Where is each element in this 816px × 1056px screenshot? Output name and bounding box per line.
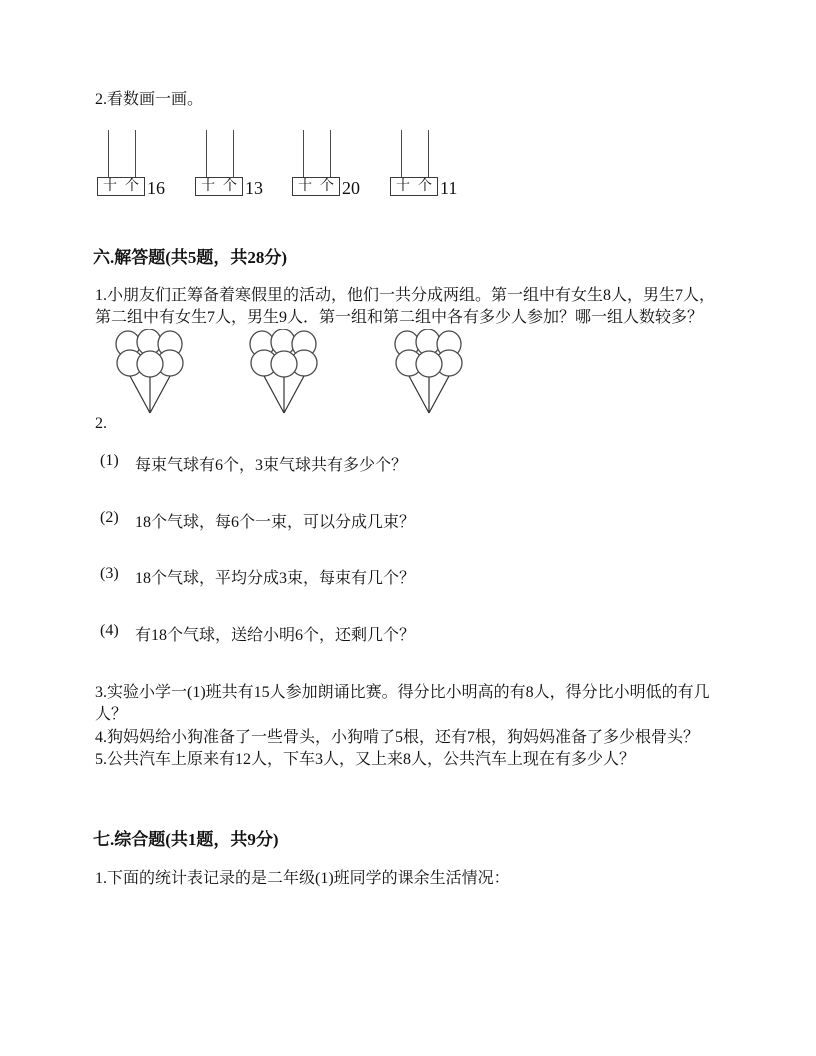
question-3-line-1: 3.实验小学一(1)班共有15人参加朗诵比赛。得分比小明高的有8人，得分比小明低的有几 <box>95 684 710 701</box>
sub-question-1 <box>100 452 407 475</box>
sub-question-marker: (1) <box>100 452 119 469</box>
question-1 <box>95 285 735 328</box>
sub-question-2 <box>100 509 415 532</box>
ones-rod-line <box>233 130 234 178</box>
place-value-diagram <box>195 130 270 196</box>
question-4: 4.狗妈妈给小狗准备了一些骨头，小狗啃了5根，还有7根，狗妈妈准备了多少根骨头？ <box>95 729 700 746</box>
place-value-box <box>292 177 340 196</box>
question-3 <box>95 682 735 725</box>
question-3-line-2: 人？ <box>95 705 128 723</box>
sub-question-3 <box>100 565 415 588</box>
tens-rod-line <box>108 130 109 178</box>
ones-label: 个 <box>320 179 334 194</box>
sub-question-marker: (3) <box>100 565 119 582</box>
section-seven-question-1: 1.下面的统计表记录的是二年级(1)班同学的课余生活情况： <box>95 870 510 887</box>
ones-rod-line <box>428 130 429 178</box>
section-seven-title: 七.综合题(共1题，共9分) <box>93 830 279 849</box>
tens-label: 十 <box>396 179 410 194</box>
ones-rod-line <box>135 130 136 178</box>
sub-question-text: 有18个气球，送给小明6个，还剩几个？ <box>135 627 416 644</box>
question-1-line-2: 第二组中有女生7人，男生9人．第一组和第二组中各有多少人参加？哪一组人数较多？ <box>95 308 704 326</box>
ones-label: 个 <box>125 179 139 194</box>
tens-rod-line <box>401 130 402 178</box>
place-value-diagram <box>390 130 465 196</box>
tens-label: 十 <box>103 179 117 194</box>
target-number: 13 <box>245 178 263 198</box>
sub-question-text: 18个气球，每6个一束，可以分成几束？ <box>135 514 416 531</box>
ones-rod-line <box>330 130 331 178</box>
draw-question-label: 2.看数画一画。 <box>95 91 204 108</box>
ones-label: 个 <box>418 179 432 194</box>
question-1-line-1: 1.小朋友们正筹备着寒假里的活动，他们一共分成两组。第一组中有女生8人，男生7人， <box>95 287 716 304</box>
place-value-diagram <box>292 130 367 196</box>
sub-question-text: 每束气球有6个，3束气球共有多少个？ <box>135 457 408 474</box>
question-2-label: 2. <box>95 415 107 432</box>
target-number: 20 <box>342 178 360 198</box>
section-six-title: 六.解答题(共5题，共28分) <box>93 248 288 267</box>
sub-question-4 <box>100 622 415 645</box>
target-number: 11 <box>440 178 458 198</box>
balloon-bunch-graphic <box>241 329 325 415</box>
target-number: 16 <box>147 178 165 198</box>
tens-label: 十 <box>201 179 215 194</box>
balloon-bunch-graphic <box>386 329 470 415</box>
sub-question-marker: (2) <box>100 509 119 526</box>
sub-question-marker: (4) <box>100 622 119 639</box>
place-value-box <box>390 177 438 196</box>
place-value-diagram <box>97 130 172 196</box>
tens-rod-line <box>303 130 304 178</box>
balloon-bunch-graphic <box>107 329 191 415</box>
tens-rod-line <box>206 130 207 178</box>
ones-label: 个 <box>223 179 237 194</box>
sub-question-text: 18个气球，平均分成3束，每束有几个？ <box>135 570 416 587</box>
place-value-box <box>97 177 145 196</box>
tens-label: 十 <box>298 179 312 194</box>
question-5: 5.公共汽车上原来有12人，下车3人，又上来8人，公共汽车上现在有多少人？ <box>95 751 636 768</box>
place-value-box <box>195 177 243 196</box>
